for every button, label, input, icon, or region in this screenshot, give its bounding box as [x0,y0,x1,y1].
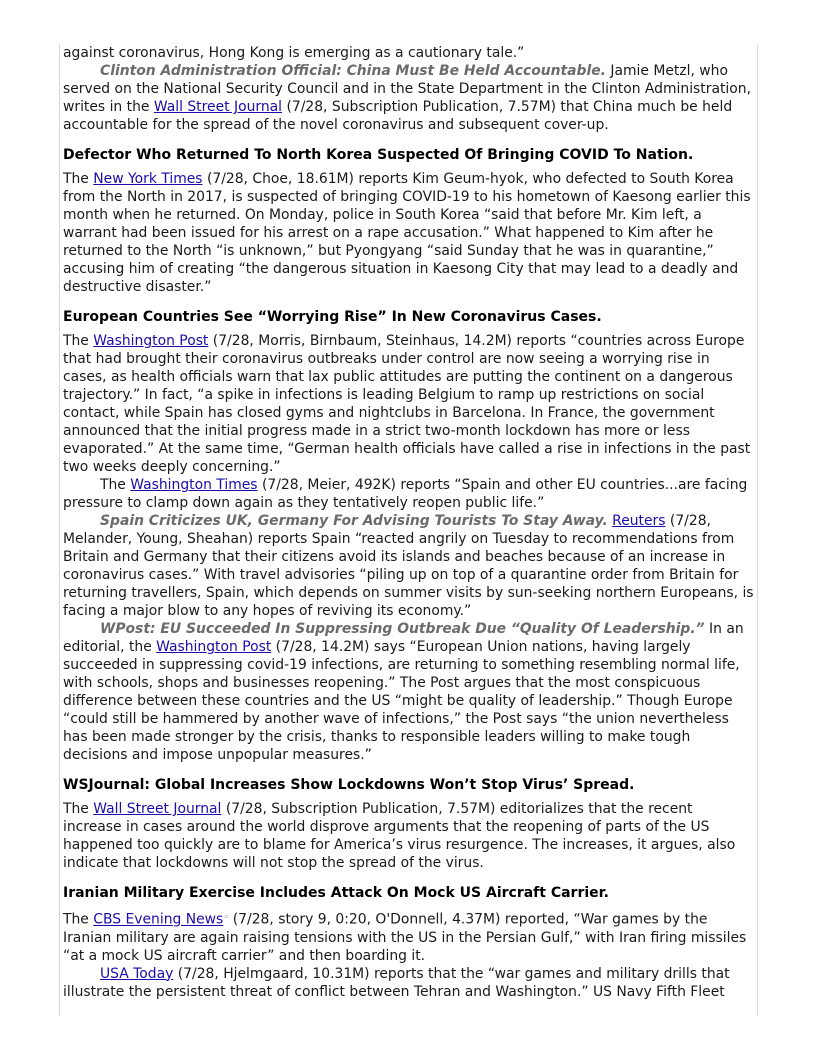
document-page [63,44,755,1001]
paragraph-north-korea-defector: The New York Times (7/28, Choe, 18.61M) reports Kim Geum-hyok, who defected to South Korea from the North in 2017, is suspected of bringing COVID-19 to his hometown of Kaesong earlier this month when he returned. On Monday, police in South Korea “said that before Mr. Kim left, a warrant had been issued for his arrest on a rape accusation.” What happened to Kim after he returned to the North “is unknown,” but Pyongyang “said Sunday that he was in quarantine,” accusing him of creating “the dangerous situation in Kaesong City that may lead to a deadly and destructive disaster.” [63,171,751,295]
subheading-spain-criticizes: Spain Criticizes UK, Germany For Advising Tourists To Stay Away. [100,513,608,529]
heading-iran-exercise: Iranian Military Exercise Includes Attack On Mock US Aircraft Carrier. [63,885,609,901]
link-washington-times[interactable]: Washington Times [130,477,258,493]
link-wall-street-journal[interactable]: Wall Street Journal [153,99,283,115]
link-wall-street-journal-editorial[interactable]: Wall Street Journal [93,801,222,817]
link-cbs-evening-news[interactable]: CBS Evening News [93,911,224,928]
paragraph-washington-times: The Washington Times (7/28, Meier, 492K) reports “Spain and other EU countries...are facing pressure to clamp down again as they tentatively reopen public life.” [63,477,748,511]
heading-north-korea-defector: Defector Who Returned To North Korea Suspected Of Bringing COVID To Nation. [63,147,694,163]
subheading-eu-leadership: WPost: EU Succeeded In Suppressing Outbreak Due “Quality Of Leadership.” [100,621,705,637]
paragraph-europe-rise: The Washington Post (7/28, Morris, Birnbaum, Steinhaus, 14.2M) reports “countries across Europe that had brought their coronavirus outbreaks under control are now seeing a worrying rise in cases, as health officials warn that lax public attitudes are putting the continent on a dangerous trajectory.” In fact, “a spike in infections is leading Belgium to ramp up restrictions on social contact, while Spain has closed gyms and nightclubs in Barcelona. In France, the government announced that the initial progress made in a strict two-month lockdown has more or less evaporated.” At the same time, “German health officials have called a rise in infections in the past two weeks deeply concerning.” [63,333,751,475]
paragraph-china-accountable: Clinton Administration Official: China Must Be Held Accountable. Jamie Metzl, who served on the National Security Council and in the State Department in the Clinton Administration, writes in the Wall Street Journal (7/28, Subscription Publication, 7.57M) that China much be held accountable for the spread of the novel coronavirus and subsequent cover-up. [63,63,751,133]
video-icon[interactable]: ▫ [224,913,229,920]
link-usa-today[interactable]: USA Today [100,965,174,982]
paragraph-eu-leadership: WPost: EU Succeeded In Suppressing Outbreak Due “Quality Of Leadership.” In an editorial, the Washington Post (7/28, 14.2M) says “European Union nations, having largely succeeded in suppressing covid-19 infections, are returning to something resembling normal life, with schools, shops and businesses reopening.” The Post argues that the most conspicuous difference between these countries and the US “might be quality of leadership.” Though Europe “could still be hammered by another wave of infections,” the Post says “the union nevertheless has been made stronger by the crisis, thanks to responsible leaders willing to make tough decisions and impose unpopular measures.” [63,621,744,763]
paragraph-spain-criticizes: Spain Criticizes UK, Germany For Advising Tourists To Stay Away. Reuters (7/28, Melander, Young, Sheahan) reports Spain “reacted angrily on Tuesday to recommendations from Britain and Germany that their citizens avoid its islands and beaches because of an increase in coronavirus cases.” With travel advisories “piling up on top of a quarantine order from Britain for returning travellers, Spain, which depends on summer visits by sun-seeking northern Europeans, is facing a major blow to any hopes of reviving its economy.” [63,513,754,619]
paragraph-wsj-lockdowns: The Wall Street Journal (7/28, Subscription Publication, 7.57M) editorializes that the recent increase in cases around the world disprove arguments that the reopening of parts of the US happened too quickly are to blame for America’s virus resurgence. The increases, it argues, also indicate that lockdowns will not stop the spread of the virus. [63,801,736,871]
heading-wsj-lockdowns: WSJournal: Global Increases Show Lockdowns Won’t Stop Virus’ Spread. [63,777,635,793]
link-washington-post-editorial[interactable]: Washington Post [156,639,272,655]
paragraph-iran-exercise: The CBS Evening News▫ (7/28, story 9, 0:20, O'Donnell, 4.37M) reported, “War games by the Iranian military are again raising tensions with the US in the Persian Gulf,” with Iran firing missiles “at a mock US aircraft carrier” and then boarding it. [63,911,747,964]
page-right-rule [757,44,758,1016]
link-washington-post[interactable]: Washington Post [93,333,209,349]
page-left-rule [59,44,60,1016]
paragraph-hong-kong-tail: against coronavirus, Hong Kong is emerging as a cautionary tale.” [63,45,525,61]
link-reuters[interactable]: Reuters [612,513,666,529]
paragraph-usa-today: USA Today (7/28, Hjelmgaard, 10.31M) reports that the “war games and military drills that illustrate the persistent threat of conflict between Tehran and Washington.” US Navy Fifth Fleet [63,965,730,1000]
link-new-york-times[interactable]: New York Times [93,171,203,187]
heading-europe-rise: European Countries See “Worrying Rise” In New Coronavirus Cases. [63,309,602,325]
subheading-china-accountable: Clinton Administration Official: China Must Be Held Accountable. [100,63,606,79]
